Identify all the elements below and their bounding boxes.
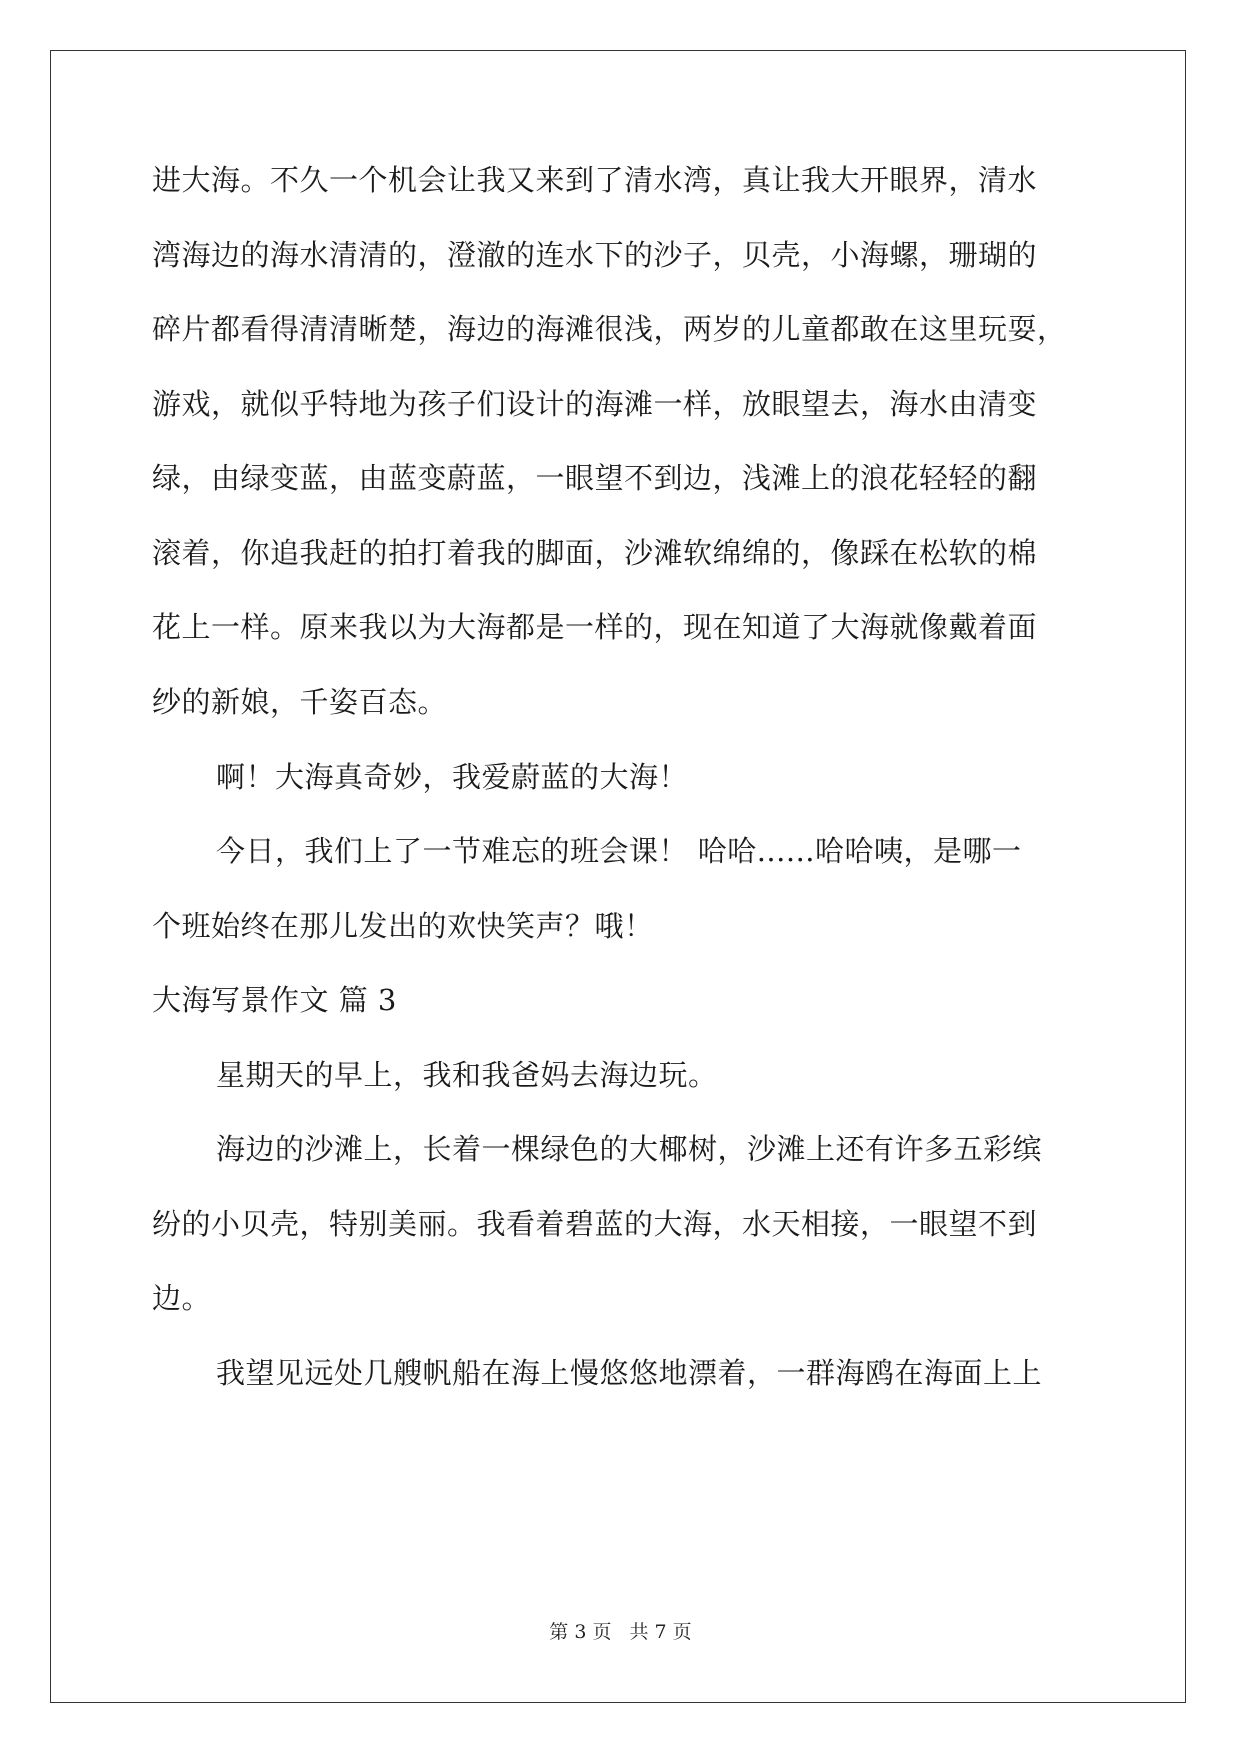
text-line: 湾海边的海水清清的，澄澈的连水下的沙子，贝壳，小海螺，珊瑚的 bbox=[152, 238, 1038, 272]
page-border bbox=[50, 50, 1186, 1703]
text-line: 进大海。不久一个机会让我又来到了清水湾，真让我大开眼界，清水 bbox=[152, 163, 1038, 197]
text-line: 游戏，就似乎特地为孩子们设计的海滩一样，放眼望去，海水由清变 bbox=[152, 387, 1038, 421]
text-line: 花上一样。原来我以为大海都是一样的，现在知道了大海就像戴着面 bbox=[152, 610, 1038, 644]
page-number-total: 共 7 页 bbox=[629, 1621, 692, 1643]
text-line: 今日，我们上了一节难忘的班会课！ 哈哈......哈哈咦，是哪一 bbox=[216, 834, 1022, 868]
text-line: 星期天的早上，我和我爸妈去海边玩。 bbox=[216, 1058, 718, 1092]
text-line: 个班始终在那儿发出的欢快笑声？哦！ bbox=[152, 909, 654, 943]
text-line: 边。 bbox=[152, 1281, 212, 1315]
text-line: 绿，由绿变蓝，由蓝变蔚蓝，一眼望不到边，浅滩上的浪花轻轻的翻 bbox=[152, 461, 1038, 495]
text-line: 纷的小贝壳，特别美丽。我看着碧蓝的大海，水天相接，一眼望不到 bbox=[152, 1207, 1038, 1241]
page-number-current: 第 3 页 bbox=[549, 1621, 612, 1643]
text-line: 纱的新娘，千姿百态。 bbox=[152, 685, 448, 719]
text-line: 海边的沙滩上，长着一棵绿色的大椰树，沙滩上还有许多五彩缤 bbox=[216, 1132, 1043, 1166]
page-footer bbox=[0, 1620, 1241, 1644]
text-line: 啊！大海真奇妙，我爱蔚蓝的大海！ bbox=[216, 760, 689, 794]
text-line: 滚着，你追我赶的拍打着我的脚面，沙滩软绵绵的，像踩在松软的棉 bbox=[152, 536, 1038, 570]
section-heading: 大海写景作文 篇 3 bbox=[152, 983, 397, 1017]
text-line: 我望见远处几艘帆船在海上慢悠悠地漂着，一群海鸥在海面上上 bbox=[216, 1356, 1043, 1390]
text-line: 碎片都看得清清晰楚，海边的海滩很浅，两岁的儿童都敢在这里玩耍， bbox=[152, 312, 1067, 346]
